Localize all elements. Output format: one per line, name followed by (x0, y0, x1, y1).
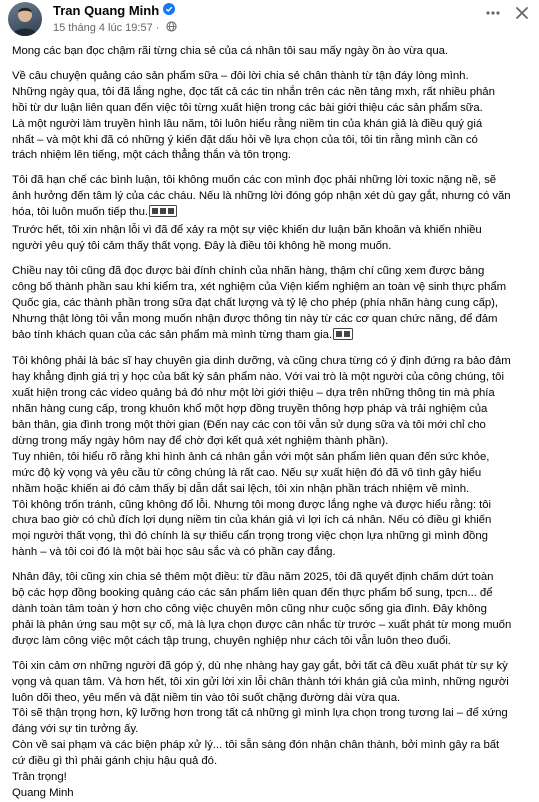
post-paragraph: Mong các bạn đọc chậm rãi từng chia sẻ của cá nhân tôi sau mấy ngày ồn ào vừa qua. (12, 45, 449, 57)
meta-separator: · (155, 22, 160, 34)
post-paragraph-text: Tôi đã hạn chế các bình luận, tôi không muốn các con mình đọc phải những lời toxic nặng nề, sẽ ảnh hưởng đến tâm lý của các cháu. Nếu là những lời đóng góp nhận xét dù gay gắt, nhưng có văn hóa, tôi luôn muốn tiếp thu. (12, 174, 511, 219)
post-paragraph: Trước hết, tôi xin nhận lỗi vì đã để xảy ra một sự việc khiến dư luận băn khoăn và khiến nhiều người yêu quý tôi cảm thấy thất vọng. Đây là điều tôi không hề mong muốn. (12, 224, 482, 252)
post-paragraph: Tôi xin cảm ơn những người đã góp ý, dù nhẹ nhàng hay gay gắt, bởi tất cả đều xuất phát từ sự kỳ vọng và quan tâm. Và hơn hết, tôi xin gửi lời xin lỗi chân thành tới khán giả của mình, những người luôn dõi theo, yêu mến và đặt niềm tin vào tôi suốt chặng đường dài vừa qua. Tôi sẽ thận trọng hơn, kỹ lưỡng hơn trong tất cả những gì mình lựa chọn trong tương lai – để xứng đáng với sự tin tưởng ấy. Còn về sai phạm và các biện pháp xử lý... tôi sẵn sàng đón nhận chân thành, bởi mình gây ra bất cứ điều gì thì phải gánh chịu hậu quả đó. Trân trọng! Quang Minh (12, 659, 509, 799)
post-paragraph: Về câu chuyện quảng cáo sản phẩm sữa – đôi lời chia sẻ chân thành từ tận đáy lòng mình. Những ngày qua, tôi đã lắng nghe, đọc tất cả các tin nhắn trên các nền tảng mxh, rất nhiều phản hồi từ dư luận liên quan đến việc tôi từng xuất hiện trong các bài giới thiệu các sản phẩm sữa. Là một người làm truyền hình lâu năm, tôi luôn hiểu rằng niềm tin của khán giả là điều quý giá nhất – và một khi đã có những ý kiến đặt dấu hỏi về lựa chọn của tôi, tôi tin rằng mình cần có trách nhiệm lên tiếng, một cách thẳng thắn và tôn trọng. (12, 69, 495, 162)
post-header (0, 0, 539, 38)
globe-icon[interactable] (166, 21, 177, 35)
close-icon[interactable] (513, 4, 531, 27)
more-options-icon[interactable] (485, 5, 501, 26)
post-paragraph: Tôi không phải là bác sĩ hay chuyên gia dinh dưỡng, và cũng chưa từng có ý định đứng ra bảo đảm hay khẳng định giá trị y học của bất kỳ sản phẩm nào. Với vai trò là một người của công chúng, tôi xuất hiện trong các video quảng bá đó như một lời giới thiệu – dựa trên những thông tin mà phía nhãn hàng cung cấp, trong khuôn khổ một hợp đồng truyền thông hợp pháp và trải nghiệm của bản thân, gia đình trong một thời gian (Đến nay các con tôi vẫn sử dụng sữa và tôi mới chỉ cho dừng trong mấy ngày hôm nay để chờ đợi kết quả xét nghiệm thành phần). Tuy nhiên, tôi hiểu rõ rằng khi hình ảnh cá nhân gắn với một sản phẩm liên quan đến sức khỏe, mức độ kỳ vọng và yêu cầu từ công chúng là rất cao. Nếu sự xuất hiện đó đã vô tình gây hiểu nhầm hoặc khiến ai đó cảm thấy bị dẫn dắt sai lệch, tôi xin nhận phần trách nhiệm về mình. Tôi không trốn tránh, cũng không đổ lỗi. Nhưng tôi mong được lắng nghe và được hiểu rằng: tôi chưa bao giờ có chủ đích lợi dụng niềm tin của khán giả vì lợi ích cá nhân. Nếu có điều gì khiến mọi người thất vọng, thì đó chính là sự thiếu cẩn trọng trong việc chọn lựa những gì mình đồng hành – và tôi coi đó là một bài học sâu sắc và có phần cay đắng. (12, 355, 511, 559)
post-date[interactable]: 15 tháng 4 lúc 19:57 (53, 22, 153, 34)
emoji-icon (333, 328, 353, 346)
post-meta (53, 21, 177, 35)
post-paragraph-text: Chiều nay tôi cũng đã đọc được bài đính chính của nhãn hàng, thậm chí cũng xem được bảng công bố thành phần sau khi kiểm tra, xét nghiệm của Viện kiểm nghiệm an toàn vệ sinh thực phẩm Quốc gia, các thành phần trong sữa đạt chất lượng và tỷ lệ cho phép (phía nhãn hàng cung cấp), Nhưng thật lòng tôi vẫn mong muốn nhận được thông tin này từ các cơ quan chức năng, để đảm bảo tính khách quan của các sản phẩm mà mình từng tham gia. (12, 264, 507, 341)
verified-badge-icon (163, 3, 175, 18)
post-body (12, 44, 532, 802)
avatar[interactable] (8, 2, 42, 36)
author-name-text[interactable]: Tran Quang Minh (53, 3, 160, 18)
post-paragraph: Nhân đây, tôi cũng xin chia sẻ thêm một điều: từ đầu năm 2025, tôi đã quyết định chấm dứt toàn bộ các hợp đồng booking quảng cáo các sản phẩm liên quan đến thực phẩm bổ sung, tpcn... để dành toàn tâm toàn ý hơn cho công việc chuyên môn cũng như cuộc sống gia đình. Đây không phải là phản ứng sau một sự cố, mà là lựa chọn được cân nhắc từ trước – xuất phát từ mong muốn được làm công việc một cách tập trung, chuyên nghiệp như cách tôi vẫn luôn theo đuổi. (12, 571, 512, 647)
emoji-icon (149, 205, 177, 223)
post-paragraph (12, 173, 532, 223)
post-paragraph (12, 264, 532, 346)
author-name[interactable] (53, 3, 175, 18)
avatar-image-icon (8, 2, 42, 36)
